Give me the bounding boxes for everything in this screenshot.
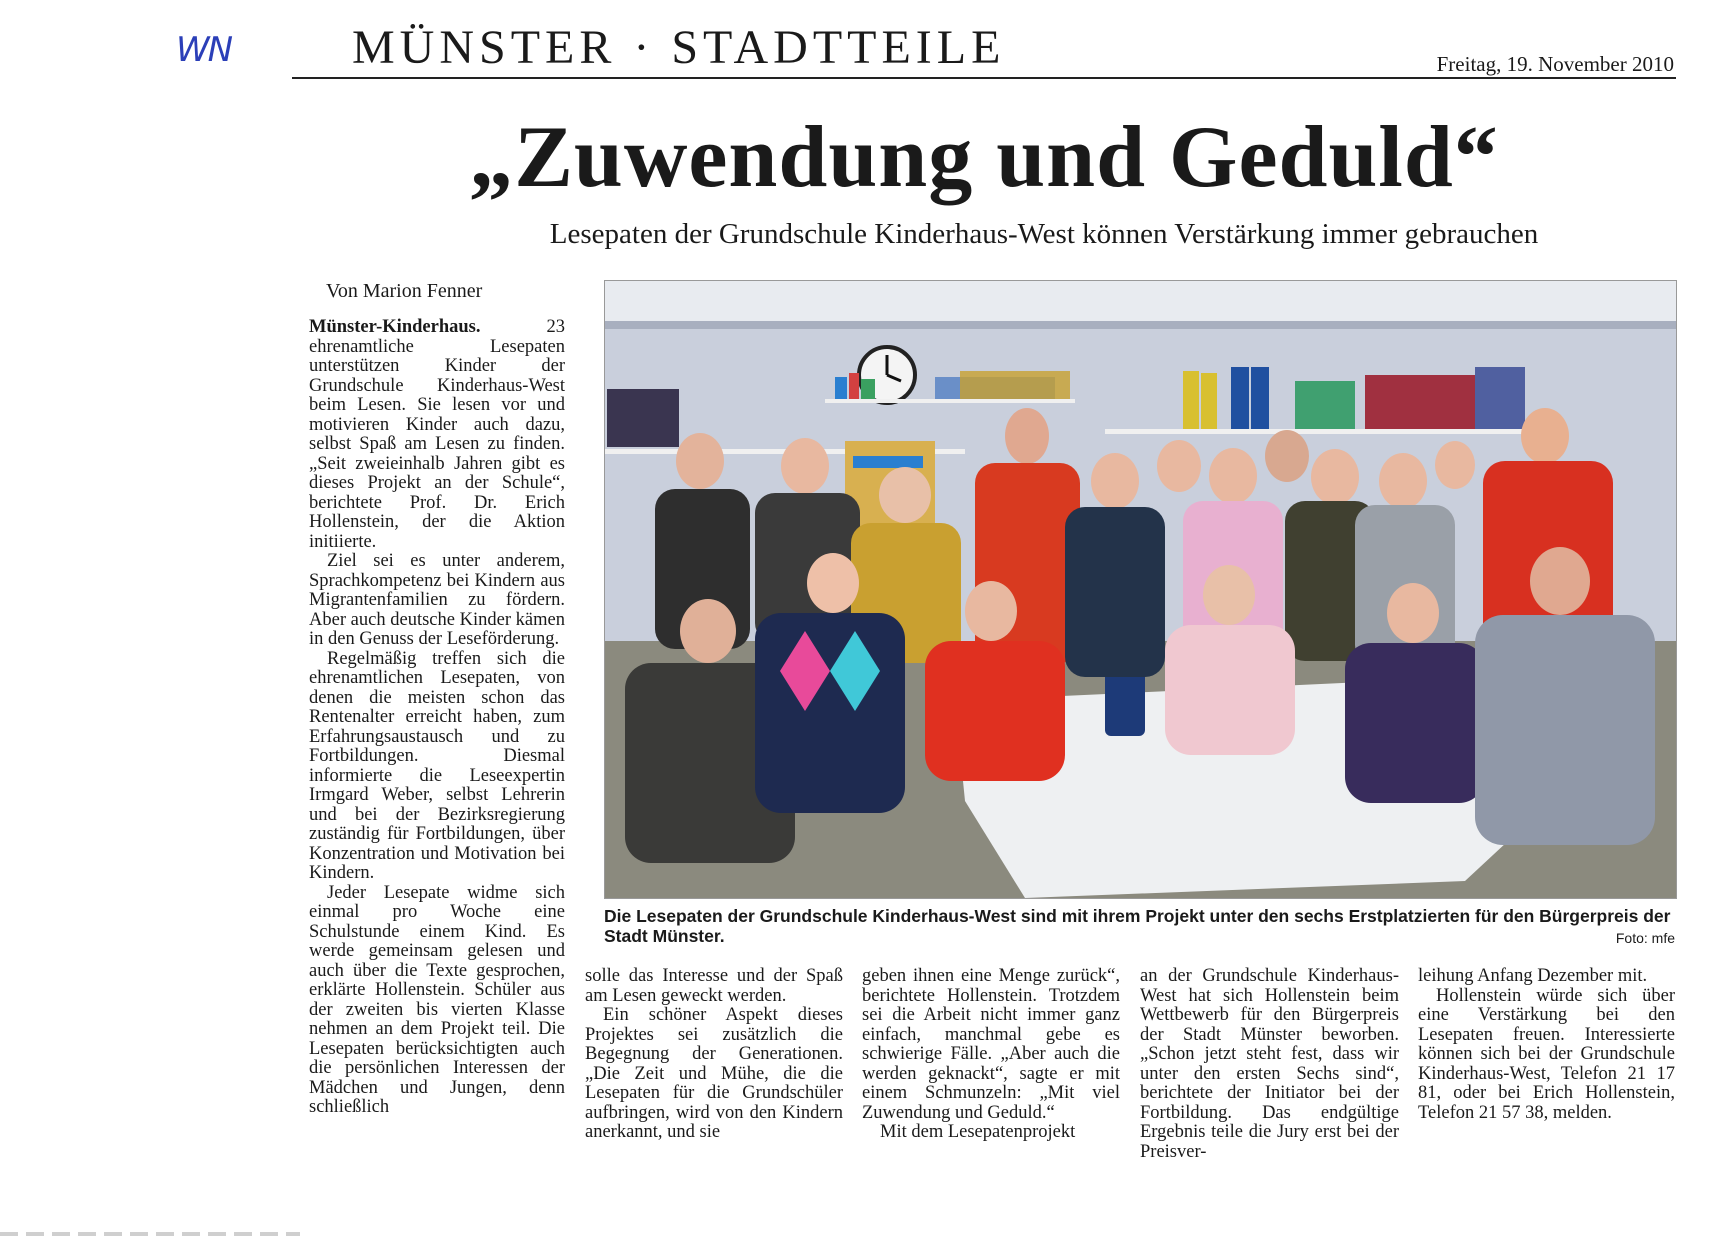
byline: Von Marion Fenner: [326, 280, 483, 302]
paragraph: Ein schöner Aspekt dieses Projektes sei zusätzlich die Begegnung der Generationen. „Die Zeit und Mühe, die die Lesepaten für die Grundschüler aufbringen, wird von den Kindern anerkannt, und sie: [585, 1005, 843, 1142]
paragraph: Hollenstein würde sich über eine Verstärkung bei den Lesepaten freuen. Interessierte können sich bei der Grundschule Kinderhaus-West, Telefon 21 17 81, oder bei Erich Hollenstein, Telefon 21 57 38, melden.: [1418, 985, 1675, 1123]
paragraph: Jeder Lesepate widme sich einmal pro Woche eine Schulstunde einem Kind. Es werde gemeinsam gelesen und auch über die Texte gesprochen, erklärte Hollenstein. Schüler aus der zweiten bis vierten Klasse nehmen an dem Projekt teil. Die Lesepaten berücksichtigten auch die persönlichen Interessen der Mädchen und Jungen, denn schließlich: [309, 882, 565, 1117]
masthead-rule: [292, 77, 1676, 79]
paragraph-text: 23 ehrenamtliche Lesepaten unterstützen Kinder der Grundschule Kinderhaus-West beim Lesen. Sie lesen vor und motivieren Kinder auch dazu, selbst Spaß am Lesen zu finden. „Seit zweieinhalb Jahren gibt es dieses Projekt an der Schule“, berichtete Prof. Dr. Erich Hollenstein, der die Aktion initiierte.: [309, 317, 565, 552]
dateline: Münster-Kinderhaus.: [309, 317, 481, 337]
paragraph: Mit dem Lesepatenprojekt: [880, 1122, 1076, 1142]
group-photo: [604, 280, 1677, 899]
paragraph: leihung Anfang Dezember mit.: [1418, 966, 1648, 986]
photo-credit: Foto: mfe: [1615, 930, 1675, 946]
issue-date: Freitag, 19. November 2010: [1436, 52, 1674, 76]
article-column-3: [862, 967, 1120, 1143]
paragraph: Ziel sei es unter anderem, Sprachkompetenz bei Kindern aus Migrantenfamilien zu fördern. Aber auch deutsche Kinder kämen in den Genuss der Leseförderung.: [309, 551, 565, 649]
group-photo-illustration: [605, 281, 1676, 898]
section-title: MÜNSTER · STADTTEILE: [352, 21, 1006, 74]
paragraph: [309, 318, 565, 552]
photo-caption: Die Lesepaten der Grundschule Kinderhaus-West sind mit ihrem Projekt unter den sechs Erstplatzierten für den Bürgerpreis der Stadt Münster.: [604, 906, 1671, 946]
article-column-2: [585, 967, 843, 1143]
article-column-5: [1418, 967, 1675, 1123]
article-column-1: [309, 318, 565, 1118]
handwritten-note: WN: [176, 30, 232, 70]
headline: „Zuwendung und Geduld“: [469, 109, 1499, 206]
article-column-4: [1140, 967, 1399, 1162]
scan-edge-marks: [0, 1232, 300, 1236]
paragraph: Regelmäßig treffen sich die ehrenamtlichen Lesepaten, von denen die meisten schon das Rentenalter erreicht haben, zum Erfahrungsaustausch und zu Fortbildungen. Diesmal informierte die Leseexpertin Irmgard Weber, selbst Lehrerin und bei der Bezirksregierung zuständig für Fortbildungen, über Konzentration und Motivation bei Kindern.: [309, 648, 565, 883]
subheadline: Lesepaten der Grundschule Kinderhaus-West können Verstärkung immer gebrauchen: [549, 218, 1539, 250]
paragraph: geben ihnen eine Menge zurück“, berichtete Hollenstein. Trotzdem sei die Arbeit nicht immer ganz einfach, manchmal gebe es schwierige Fälle. „Aber auch die werden geknackt“, sagte er mit einem Schmunzeln: „Mit viel Zuwendung und Geduld.“: [862, 966, 1120, 1123]
paragraph: an der Grundschule Kinderhaus-West hat sich Hollenstein beim Wettbewerb für den Bürgerpreis der Stadt Münster beworben. „Schon jetzt steht fest, dass wir unter den ersten Sechs sind“, berichtete der Initiator bei der Fortbildung. Das endgültige Ergebnis teile die Jury erst bei der Preisver-: [1140, 966, 1399, 1162]
paragraph: solle das Interesse und der Spaß am Lesen geweckt werden.: [585, 966, 843, 1006]
